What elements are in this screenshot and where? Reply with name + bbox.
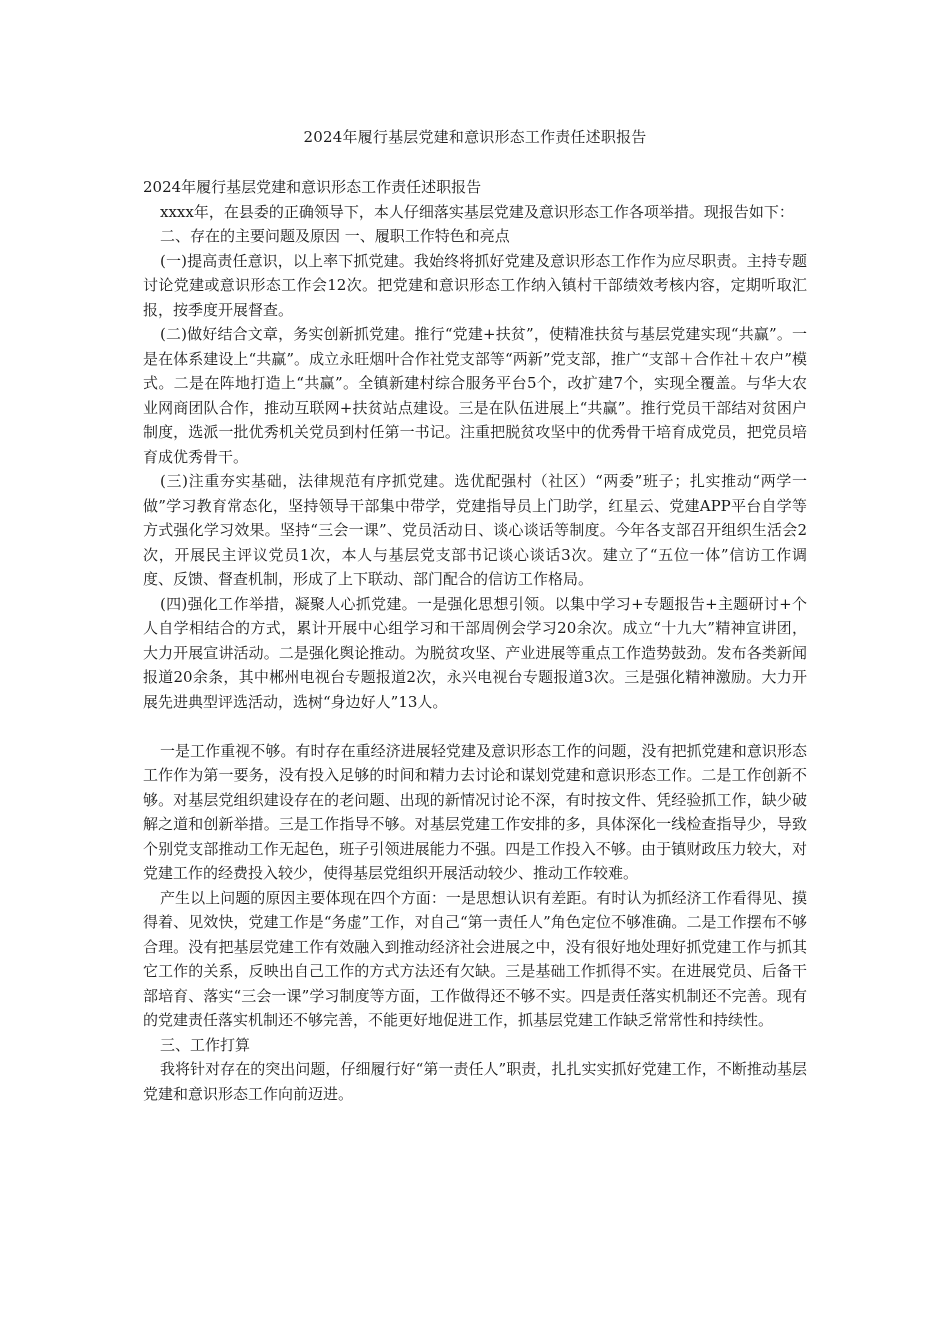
section-heading-problems: 二、存在的主要问题及原因 一、履职工作特色和亮点 xyxy=(160,227,510,245)
document-subtitle: 2024年履行基层党建和意识形态工作责任述职报告 xyxy=(143,178,482,196)
blank-line xyxy=(143,714,807,739)
section-heading-plans: 三、工作打算 xyxy=(160,1035,251,1054)
paragraph-point-2: (二)做好结合文章，务实创新抓党建。推行“党建+扶贫”，使精准扶贫与基层党建实现“共赢”。一是在体系建设上“共赢”。成立永旺烟叶合作社党支部等“两新”党支部，推广“支部＋合作社＋农户”模式。二是在阵地打造上“共赢”。全镇新建村综合服务平台5个，改扩建7个，实现全覆盖。与华大农业网商团队合作，推动互联网+扶贫站点建设。三是在队伍进展上“共赢”。推行党员干部结对贫困户制度，选派一批优秀机关党员到村任第一书记。注重把脱贫攻坚中的优秀骨干培育成党员，把党员培育成优秀骨干。 xyxy=(143,325,807,466)
paragraph-point-1: (一)提高责任意识，以上率下抓党建。我始终将抓好党建及意识形态工作作为应尽职责。主持专题讨论党建或意识形态工作会12次。把党建和意识形态工作纳入镇村干部绩效考核内容，定期听取汇报，按季度开展督查。 xyxy=(143,251,807,319)
document-title: 2024年履行基层党建和意识形态工作责任述职报告 xyxy=(303,128,647,146)
paragraph-intro: xxxx年，在县委的正确领导下，本人仔细落实基层党建及意识形态工作各项举措。现报告如下： xyxy=(160,202,794,221)
paragraph-plans: 我将针对存在的突出问题，仔细履行好“第一责任人”职责，扎扎实实抓好党建工作，不断推动基层党建和意识形态工作向前迈进。 xyxy=(143,1060,807,1103)
paragraph-point-4: (四)强化工作举措，凝聚人心抓党建。一是强化思想引领。以集中学习+专题报告+主题研讨+个人自学相结合的方式，累计开展中心组学习和干部周例会学习20余次。成立“十九大”精神宣讲团，大力开展宣讲活动。二是强化舆论推动。为脱贫攻坚、产业进展等重点工作造势鼓劲。发布各类新闻报道20余条，其中郴州电视台专题报道2次，永兴电视台专题报道3次。三是强化精神激励。大力开展先进典型评选活动，选树“身边好人”13人。 xyxy=(143,594,807,711)
paragraph-problems: 一是工作重视不够。有时存在重经济进展轻党建及意识形态工作的问题，没有把抓党建和意识形态工作作为第一要务，没有投入足够的时间和精力去讨论和谋划党建和意识形态工作。二是工作创新不够。对基层党组织建设存在的老问题、出现的新情况讨论不深，有时按文件、凭经验抓工作，缺少破解之道和创新举措。三是工作指导不够。对基层党建工作安排的多，具体深化一线检查指导少，导致个别党支部推动工作无起色，班子引领进展能力不强。四是工作投入不够。由于镇财政压力较大，对党建工作的经费投入较少，使得基层党组织开展活动较少、推动工作较难。 xyxy=(143,741,807,882)
document-body xyxy=(143,175,807,1106)
paragraph-causes: 产生以上问题的原因主要体现在四个方面：一是思想认识有差距。有时认为抓经济工作看得见、摸得着、见效快，党建工作是“务虚”工作，对自己“第一责任人”角色定位不够准确。二是工作摆布不够合理。没有把基层党建工作有效融入到推动经济社会进展之中，没有很好地处理好抓党建工作与抓其它工作的关系，反映出自己工作的方式方法还有欠缺。三是基础工作抓得不实。在进展党员、后备干部培育、落实“三会一课”学习制度等方面，工作做得还不够不实。四是责任落实机制还不完善。现有的党建责任落实机制还不够完善，不能更好地促进工作，抓基层党建工作缺乏常常性和持续性。 xyxy=(143,888,807,1029)
paragraph-point-3: (三)注重夯实基础，法律规范有序抓党建。选优配强村（社区）“两委”班子；扎实推动“两学一做”学习教育常态化，坚持领导干部集中带学，党建指导员上门助学，红星云、党建APP平台自学等方式强化学习效果。坚持“三会一课”、党员活动日、谈心谈话等制度。今年各支部召开组织生活会2次，开展民主评议党员1次，本人与基层党支部书记谈心谈话3次。建立了“五位一体”信访工作调度、反馈、督查机制，形成了上下联动、部门配合的信访工作格局。 xyxy=(143,472,807,588)
